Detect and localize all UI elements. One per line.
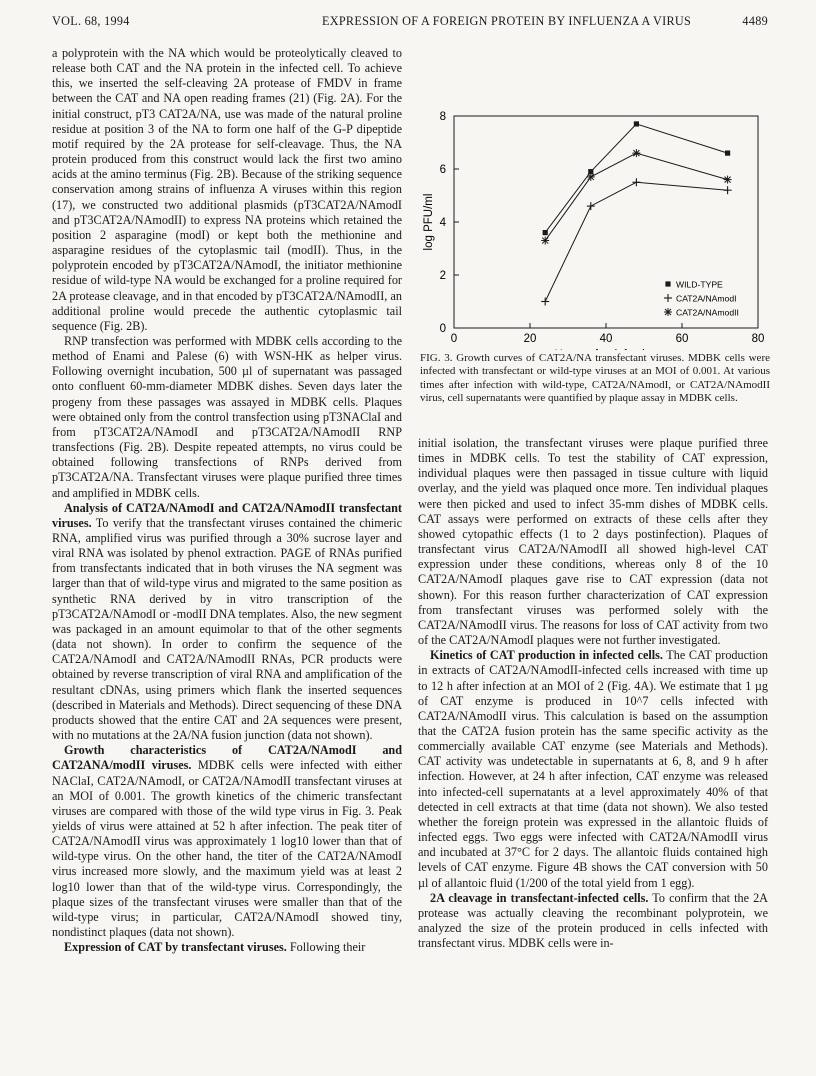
page-number: 4489 <box>742 14 768 28</box>
paragraph-cleavage-body: To confirm that the 2A protease was actually cleaving the recombinant polyprotein, we analyzed the size of the protein produced in cells infected with transfectant virus. MDBK cells were in- <box>418 890 768 951</box>
data-point <box>632 149 640 157</box>
right-column <box>418 436 768 951</box>
volume-label: VOL. 68, 1994 <box>52 14 130 28</box>
data-point <box>587 202 595 210</box>
left-column <box>52 46 402 955</box>
legend-entry: CAT2A/NAmodII <box>676 307 739 318</box>
paragraph-expression <box>52 940 402 955</box>
x-tick-label: 20 <box>523 333 537 345</box>
paragraph-kinetics-body: The CAT production in extracts of CAT2A/NAmodII-infected cells increased with time up to 12 h after infection at an MOI of 2 (Fig. 4A). We estimate that 1 µg of CAT enzyme is produced in 10^7 cells infected with CAT2A/NAmodII virus. This calculation is based on the assumption that the CAT2A fusion protein has the same specific activity as the commercially available CAT enzyme (see Materials and Methods). CAT activity was undetectable in supernatants at 6, 8, and 9 h after infection. However, at 24 h after infection, CAT enzyme was released into infected-cell supernatants at a level approximately 40% of that detected in cell extracts at that time (data not shown). We also tested whether the foreign protein was expressed in the allantoic fluids of infected eggs. Two eggs were infected with CAT2A/NAmodII virus and incubated at 37°C for 2 days. The allantoic fluids contained high levels of CAT enzyme. Figure 4B shows the CAT conversion with 50 µl of allantoic fluid (1/200 of the total yield from 1 egg). <box>418 648 768 890</box>
y-tick-label: 6 <box>439 164 446 176</box>
paragraph-rnp-transfection: RNP transfection was performed with MDBK cells according to the method of Enami and Palese (6) with WSN-HK as helper virus. Following overnight incubation, 500 µl of supernatant was passaged onto confluent 60-mm-diameter MDBK dishes. Seven days later the progeny from these passages was assayed in MDBK cells. Plaques were obtained only from the control transfection using pT3NAClaI and from pT3CAT2A/NAmodI and pT3CAT2A/NAmodII RNP transfections (Fig. 2B). Despite repeated attempts, no virus could be obtained following transfections of RNPs derived from pT3CAT2A/NA. Transfectant viruses were plaque purified three times and amplified in MDBK cells. <box>52 333 402 500</box>
x-axis-label <box>555 349 658 350</box>
legend-entry: CAT2A/NAmodI <box>676 293 737 304</box>
paragraph-kinetics <box>418 648 768 891</box>
x-tick-label: 0 <box>450 333 458 345</box>
data-point <box>724 186 732 194</box>
data-point <box>634 121 639 126</box>
data-point <box>541 298 549 306</box>
data-point <box>587 173 595 181</box>
figure-caption: FIG. 3. Growth curves of CAT2A/NA transfectant viruses. MDBK cells were infected with transfectant or wild-type viruses at an MOI of 0.001. At various times after infection with wild-type, CAT2A/NAmodI, or CAT2A/NAmodII virus, cell supernatants were quantified by plaque assay in MDBK cells. <box>420 352 770 405</box>
y-tick-label: 2 <box>439 270 446 282</box>
paragraph-expression-body: Following their <box>286 940 366 955</box>
data-point <box>541 237 549 245</box>
running-header <box>52 14 768 34</box>
legend-marker <box>664 294 672 302</box>
data-point <box>632 178 640 186</box>
y-axis-label: log PFU/ml <box>423 193 435 251</box>
section-heading-analysis: Analysis of CAT2A/NAmodI and CAT2A/NAmodII transfectant viruses. <box>52 500 402 530</box>
section-heading-cleavage: 2A cleavage in transfectant-infected cells. <box>430 890 649 905</box>
data-point <box>724 176 732 184</box>
x-tick-label: 40 <box>599 333 613 345</box>
y-tick-label: 8 <box>439 111 446 123</box>
running-title: EXPRESSION OF A FOREIGN PROTEIN BY INFLUENZA A VIRUS <box>322 14 692 28</box>
growth-curve-chart <box>420 100 780 350</box>
paragraph-growth <box>52 743 402 940</box>
x-tick-label: 80 <box>751 333 765 345</box>
paragraph-analysis <box>52 501 402 744</box>
figure-3 <box>420 100 780 370</box>
x-tick-label: 60 <box>675 333 689 345</box>
section-heading-growth: Growth characteristics of CAT2A/NAmodI and CAT2ANA/modII viruses. <box>52 743 402 773</box>
section-heading-expression: Expression of CAT by transfectant viruses. <box>64 940 287 955</box>
legend-marker <box>664 308 672 316</box>
data-point <box>543 230 548 235</box>
legend-marker <box>665 281 670 286</box>
paragraph-stability: initial isolation, the transfectant viruses were plaque purified three times in MDBK cells. To test the stability of CAT expression, individual plaques were then passaged in tissue culture with liquid overlay, and the yield was plaqued once more. Ten individual plaques were then picked and used to infect 35-mm dishes of MDBK cells. CAT assays were performed on extracts of these cells after they showed cytopathic effects (1 to 2 days postinfection). Plaques of transfectant virus CAT2A/NAmodII all showed high-level CAT expression under these conditions, whereas only 8 of the 10 CAT2A/NAmodI plaques gave rise to CAT expression (data not shown). For this reason further characterization of CAT expression from transfectant viruses was performed solely with the CAT2A/NAmodII virus. The reasons for loss of CAT activity from two of the CAT2A/NAmodI plaques were not further investigated. <box>418 436 768 648</box>
paragraph-cleavage <box>418 891 768 952</box>
data-point <box>725 151 730 156</box>
paragraph-analysis-body: To verify that the transfectant viruses contained the chimeric RNA, amplified virus was purified through a 30% sucrose layer and viral RNA was isolated by phenol extraction. PAGE of RNAs purified from transfectants indicated that in both viruses the NA segment was larger than that of wild-type virus and migrated to the same position as synthetic RNA derived by in vitro transcription of the pT3CAT2A/NAmodI or -modII DNA templates. Also, the new segment was packaged in an amount equimolar to that of the other segments (data not shown). In order to confirm the sequence of the CAT2A/NAmodI and CAT2A/NAmodII RNAs, PCR products were obtained by reverse transcription of viral RNA and amplification of the resultant cDNAs, using primers which flank the inserted sequences (described in Materials and Methods). Direct sequencing of these DNA products showed that the entire CAT and 2A sequences were present, with no mutations at the 2A/NA fusion junction (data not shown). <box>52 515 402 743</box>
paragraph-polyprotein: a polyprotein with the NA which would be proteolytically cleaved to release both CAT and the NA protein in the infected cell. To achieve this, we inserted the self-cleaving 2A protease of FMDV in frame between the CAT and NA open reading frames (21) (Fig. 2A). For the initial construct, pT3 CAT2A/NA, use was made of the natural proline residue at position 3 of the NA to form one half of the G-P dipeptide motif required by the 2A protease for self-cleavage. Thus, the NA protein produced from this construct would lack the first two amino acids at the amino terminus (Fig. 2B). Because of the striking sequence conservation among strains of influenza A viruses within this region (17), we constructed two additional plasmids (pT3CAT2A/NAmodI and pT3CAT2A/NAmodII) to express NA proteins which retained the position 2 asparagine (modI) or kept both the methionine and asparagine residues of the cytoplasmic tail (modII). Thus, in the polyprotein encoded by pT3CAT2A/NAmodI, the initiator methionine residue of wild-type NA would be exchanged for a proline required for 2A protease cleavage, and in that encoded by pT3CAT2A/NAmodII, an additional proline would precede the authentic cytoplasmic tail sequence (Fig. 2B). <box>52 46 402 333</box>
y-tick-label: 4 <box>439 217 446 229</box>
legend-entry: WILD-TYPE <box>676 279 723 290</box>
section-heading-kinetics: Kinetics of CAT production in infected cells. <box>430 648 663 663</box>
paragraph-growth-body: MDBK cells were infected with either NAClaI, CAT2A/NAmodI, or CAT2A/NAmodII transfectant viruses at an MOI of 0.001. The growth kinetics of the chimeric transfectant viruses are compared with those of the wild type virus in Fig. 3. Peak yields of virus were attained at 52 h after infection. The peak titer of CAT2A/NAmodII virus was approximately 1 log10 lower than that of wild-type virus. On the other hand, the titer of the CAT2A/NAmodI virus increased more slowly, and the maximum yield was at least 2 log10 lower than that of the wild-type virus. Correspondingly, the plaque sizes of the transfectant viruses were smaller than that of the wild-type virus; in particular, CAT2A/NAmodI showed tiny, nondistinct plaques (data not shown). <box>52 758 402 940</box>
y-tick-label: 0 <box>439 323 446 335</box>
